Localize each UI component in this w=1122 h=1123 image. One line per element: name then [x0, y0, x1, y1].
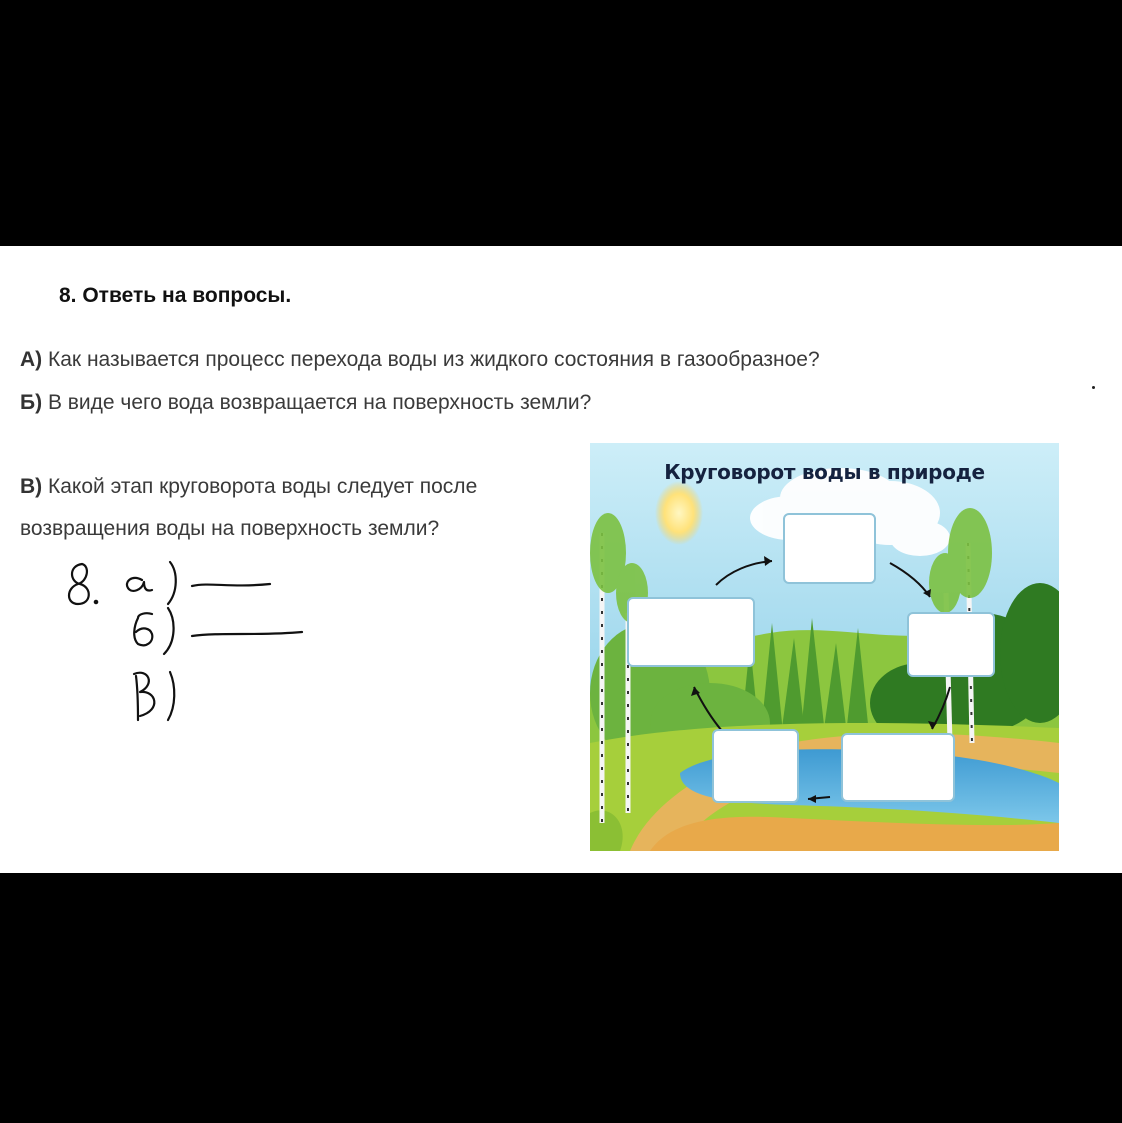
- answer-box-bottom-right[interactable]: [841, 733, 955, 802]
- answer-box-left[interactable]: [627, 597, 755, 667]
- question-v: [20, 475, 477, 499]
- answer-box-top[interactable]: [783, 513, 876, 584]
- question-a-text: Как называется процесс перехода воды из жидкого состояния в газообразное?: [48, 348, 820, 371]
- stray-dot: [1092, 386, 1095, 389]
- question-a-letter: А): [20, 348, 43, 371]
- answer-box-bottom-left[interactable]: [712, 729, 799, 803]
- task-title: 8. Ответь на вопросы.: [59, 284, 292, 307]
- question-b-text: В виде чего вода возвращается на поверхность земли?: [47, 391, 592, 414]
- question-b: [20, 391, 591, 415]
- water-cycle-picture: [590, 443, 1059, 851]
- question-v-letter: В): [20, 475, 43, 498]
- question-b-letter: Б): [20, 391, 43, 414]
- question-v-text-line2: возвращения воды на поверхность земли?: [20, 517, 440, 540]
- answer-box-right[interactable]: [907, 612, 995, 677]
- handwritten-answer: [60, 556, 320, 736]
- question-a: [20, 348, 820, 372]
- picture-title: Круговорот воды в природе: [664, 460, 985, 484]
- question-v-line2: [20, 517, 439, 541]
- worksheet-page: [0, 246, 1122, 873]
- question-v-text-line1: Какой этап круговорота воды следует после: [48, 475, 478, 498]
